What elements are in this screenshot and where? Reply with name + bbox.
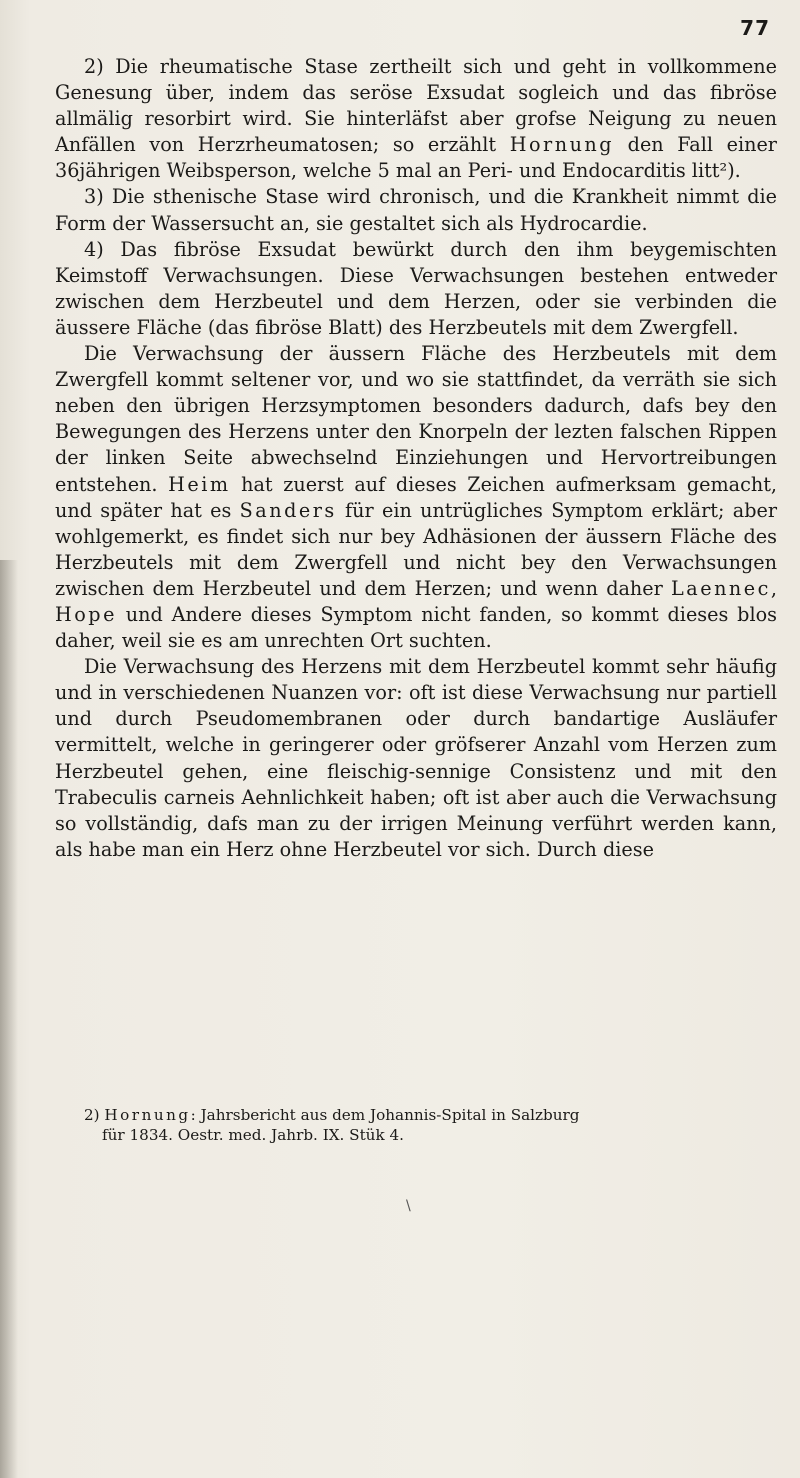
paragraph-2 xyxy=(55,54,777,184)
footnote-line-2: für 1834. Oestr. med. Jahrb. IX. Stük 4. xyxy=(102,1126,404,1144)
paragraph-5-text-c: für ein untrügliches Symptom erklärt; aber wohlgemerkt, es findet sich nur bey Adhäsionen der äussern Fläche des Herzbeutels mit dem Zwergfell und nicht bey den Verwachsungen zwischen dem Herzbeutel und dem Herzen; und wenn daher xyxy=(55,498,777,600)
paragraph-5-text-b: hat zuerst auf dieses Zeichen aufmerksam gemacht, und später hat es xyxy=(55,472,778,522)
footnote-author: Hornung xyxy=(104,1106,191,1124)
stray-mark: \ xyxy=(406,1198,411,1214)
paragraph-6: Die Verwachsung des Herzens mit dem Herzbeutel kommt sehr häufig und in verschiedenen Nuanzen vor: oft ist diese Verwachsung nur partiell und durch Pseudomembranen oder durch bandartige Ausläufer vermittelt, welche in geringerer oder gröfserer Anzahl vom Herzen zum Herzbeutel gehen, eine fleischig-sennige Consistenz und mit den Trabeculis carneis Aehnlichkeit haben; oft ist aber auch die Verwachsung so vollständig, dafs man zu der irrigen Meinung verführt werden kann, als habe man ein Herz ohne Herzbeutel vor sich. Durch diese xyxy=(55,655,777,861)
footnote-marker: 2) xyxy=(84,1106,100,1124)
paragraph-5-text-d: , xyxy=(770,576,777,600)
paragraph-5 xyxy=(55,341,777,654)
paragraph-5-text-a: Die Verwachsung der äussern Fläche des Herzbeutels mit dem Zwergfell kommt seltener vor, und wo sie stattfindet, da verräth sie sich neben den übrigen Herzsymptomen besonders dadurch, dafs bey den Bewegungen des Herzens unter den Knorpeln der lezten falschen Rippen der linken Seite abwechselnd Einziehungen und Hervortreibungen entstehen. xyxy=(55,342,777,496)
paragraph-3: 3) Die sthenische Stase wird chronisch, und die Krankheit nimmt die Form der Wassersucht an, sie gestaltet sich als Hydrocardie. xyxy=(55,185,777,235)
author-name-laennec: Laennec xyxy=(671,576,771,600)
binding-shadow xyxy=(0,560,18,1478)
author-name-hope: Hope xyxy=(55,602,117,626)
footnote-source: : Jahrsbericht aus dem Johannis-Spital in Salzburg xyxy=(190,1106,580,1124)
main-text xyxy=(55,54,777,863)
paragraph-5-text-e: und Andere dieses Symptom nicht fanden, so kommt dieses blos daher, weil sie es am unrechten Ort suchten. xyxy=(55,602,777,653)
paragraph-2-text-a: 2) Die rheumatische Stase zertheilt sich und geht in vollkommene Genesung über, indem das seröse Exsudat sogleich und das fibröse allmälig resorbirt wird. Sie hinterläfst aber grofse Neigung zu neuen Anfällen von Herzrheumatosen; so erzählt xyxy=(55,55,777,157)
footnote-line-1 xyxy=(84,1105,774,1125)
page-number: 77 xyxy=(740,16,770,40)
paragraph-4: 4) Das fibröse Exsudat bewürkt durch den ihm beygemischten Keimstoff Verwachsungen. Diese Verwachsungen bestehen entweder zwischen dem Herzbeutel und dem Herzen, oder sie verbinden die äussere Fläche (das fibröse Blatt) des Herzbeutels mit dem Zwergfell. xyxy=(55,237,777,339)
footnote xyxy=(84,1105,774,1145)
author-name-sanders: Sanders xyxy=(239,498,337,522)
author-name-heim: Heim xyxy=(168,472,231,496)
paragraph-2-text-b: den Fall einer 36jährigen Weibsperson, welche 5 mal an Peri- und Endocarditis litt²). xyxy=(55,133,777,183)
author-name-hornung: Hornung xyxy=(509,133,615,157)
